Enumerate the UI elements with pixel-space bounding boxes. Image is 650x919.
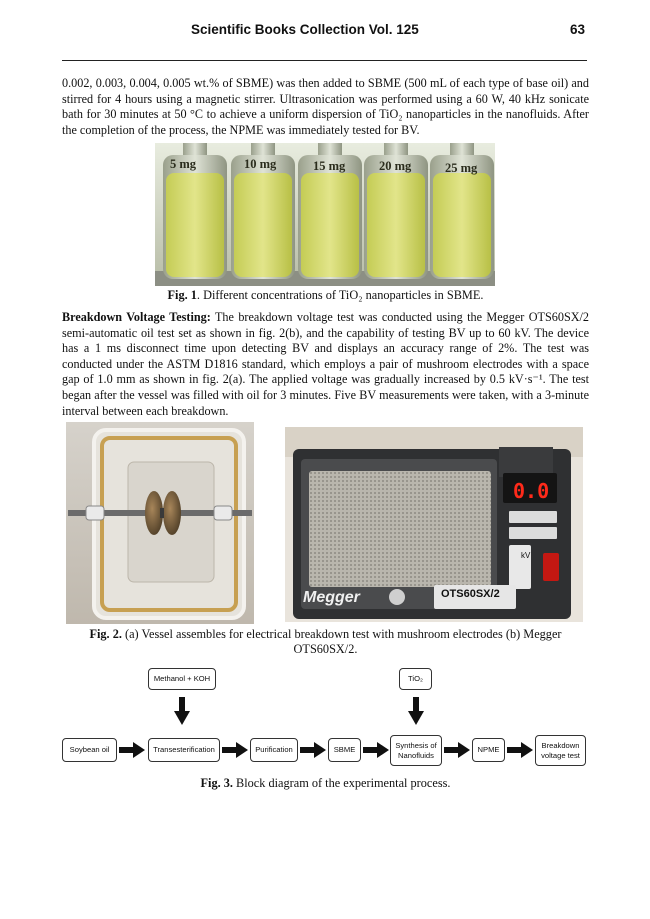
- figure-3-caption-text: Block diagram of the experimental process.: [232, 776, 451, 790]
- figure-2-caption: [62, 627, 589, 657]
- figure-3-label: Fig. 3.: [200, 776, 233, 790]
- intro-paragraph: [62, 76, 589, 138]
- right-arrow-icon: [119, 742, 145, 758]
- down-arrow-icon: [174, 697, 190, 725]
- model-badge-text: OTS60SX/2: [441, 588, 500, 600]
- step-purification: Purification: [250, 738, 298, 762]
- model-badge: [434, 585, 516, 609]
- bv-heading: Breakdown Voltage Testing:: [62, 310, 211, 324]
- input-tio2: TiO₂: [399, 668, 432, 690]
- intro-text: 0.002, 0.003, 0.004, 0.005 wt.% of SBME) was then added to SBME (500 mL of each type of base oil) and stirred for 4 hours using a magnetic stirrer. Ultrasonication was performed using a 60 W, 40 kHz sonicate bath for 30 minutes at 50 °C to achieve a uniform dispersion of TiO₂ nanoparticles in the nanofluids. After the completion of the process, the NPME was immediately tested for BV.: [62, 76, 589, 137]
- step-transesterification: Transesterification: [148, 738, 220, 762]
- figure-1-caption: [62, 288, 589, 303]
- bottle-label: 25 mg: [445, 161, 478, 175]
- right-arrow-icon: [444, 742, 470, 758]
- figure-2a-vessel-photo: [66, 422, 254, 624]
- step-npme: NPME: [472, 738, 505, 762]
- right-arrow-icon: [222, 742, 248, 758]
- step-breakdown-voltage-test: Breakdown voltage test: [535, 735, 586, 766]
- step-soybean-oil: Soybean oil: [62, 738, 117, 762]
- input-methanol-koh: Methanol + KOH: [148, 668, 216, 690]
- down-arrow-icon: [408, 697, 424, 725]
- step-synthesis-nanofluids: Synthesis of Nanofluids: [390, 735, 442, 766]
- bv-text: The breakdown voltage test was conducted using the Megger OTS60SX/2 semi-automatic oil test set as shown in fig. 2(b), and the capability of testing BV up to 60 kV. The device has a 1 ms disconnect time upon detecting BV and displays an accuracy range of 2%. The test was conducted under the ASTM D1816 standard, which employs a pair of mushroom electrodes with a space gap of 1.0 mm as shown in fig. 2(a). The applied voltage was gradually increased by 0.5 kV·s⁻¹. The test began after the vessel was filled with oil for 3 minutes. Five BV measurements were taken, with a 3-minute interval between each breakdown.: [62, 310, 589, 418]
- bottle-label: 5 mg: [170, 157, 197, 171]
- figure-1-label: Fig. 1: [167, 288, 197, 302]
- figure-2-caption-line1: (a) Vessel assembles for electrical breakdown test with mushroom electrodes (b) Megger: [121, 627, 562, 641]
- right-arrow-icon: [507, 742, 533, 758]
- figure-3-caption: [62, 776, 589, 791]
- megger-brand-label: Megger: [303, 589, 360, 606]
- bottle-label: 20 mg: [379, 159, 412, 173]
- header-rule: [62, 60, 587, 61]
- figure-1-caption-text: . Different concentrations of TiO₂ nanoparticles in SBME.: [196, 288, 484, 302]
- page-number: 63: [570, 22, 586, 37]
- bv-paragraph: [62, 310, 589, 419]
- bottle-label: 15 mg: [313, 159, 346, 173]
- kv-label: kV: [521, 551, 531, 560]
- figure-2-caption-line2: OTS60SX/2.: [293, 642, 358, 656]
- step-sbme: SBME: [328, 738, 361, 762]
- figure-2-label: Fig. 2.: [89, 627, 122, 641]
- bottle-label: 10 mg: [244, 157, 277, 171]
- display-readout: 0.0: [513, 479, 550, 503]
- right-arrow-icon: [363, 742, 389, 758]
- right-arrow-icon: [300, 742, 326, 758]
- running-header-title: Scientific Books Collection Vol. 125: [191, 22, 419, 37]
